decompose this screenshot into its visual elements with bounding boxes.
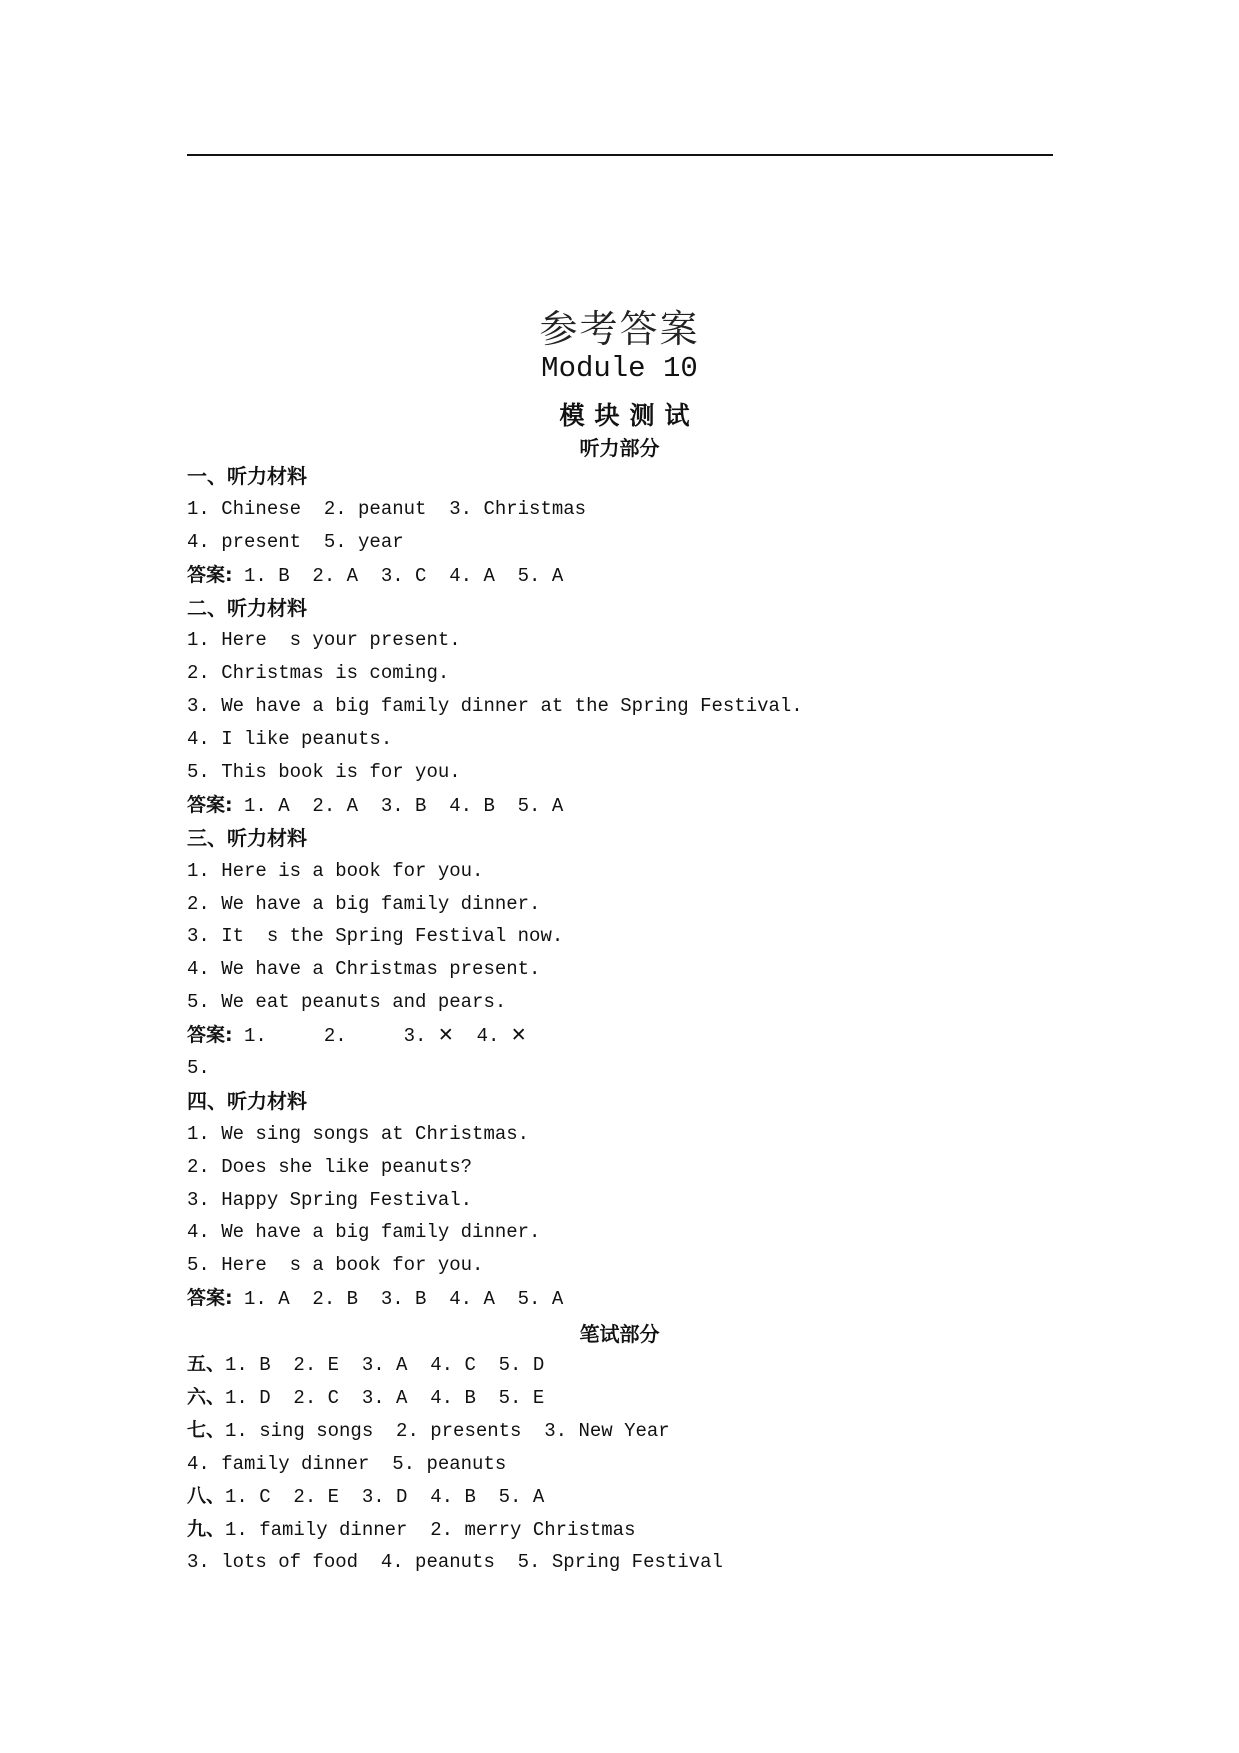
section-heading: 三、听力材料 (187, 825, 307, 850)
list-item: 5. This book is for you. (187, 761, 461, 784)
answer-label: 答案: (187, 793, 233, 816)
answer-line (187, 559, 1087, 592)
list-item: 2. Christmas is coming. (187, 662, 450, 685)
list-item: 2. We have a big family dinner. (187, 892, 541, 915)
written-answer-values: 1. C 2. E 3. D 4. B 5. A (225, 1485, 545, 1508)
written-answer-line (187, 1545, 1087, 1578)
written-answer-line (187, 1447, 1087, 1480)
answer-line (187, 1019, 1087, 1052)
module-title: Module 10 (541, 352, 698, 385)
list-item: 5. Here s a book for you. (187, 1254, 484, 1277)
section-heading: 四、听力材料 (187, 1088, 307, 1113)
list-item: 2. Does she like peanuts? (187, 1155, 473, 1178)
written-answer-line (187, 1513, 1087, 1546)
answer-label: 答案: (187, 1024, 233, 1047)
list-item: 1. Here s your present. (187, 629, 461, 652)
written-answer-values: 1. B 2. E 3. A 4. C 5. D (225, 1354, 545, 1377)
written-answer-line (187, 1348, 1087, 1381)
answer-label: 答案: (187, 563, 233, 586)
list-item: 3. It s the Spring Festival now. (187, 925, 564, 948)
list-item: 4. We have a big family dinner. (187, 1221, 541, 1244)
page-title: 参考答案 (539, 307, 700, 351)
listening-part-heading: 听力部分 (579, 436, 660, 460)
list-item: 3. Happy Spring Festival. (187, 1188, 473, 1211)
section-number: 八、 (187, 1484, 226, 1507)
answer-line-cont: 5. (187, 1057, 210, 1080)
written-answer-line (187, 1381, 1087, 1414)
section-heading: 二、听力材料 (187, 595, 307, 620)
answer-line (187, 1282, 1087, 1315)
list-item: 4. I like peanuts. (187, 728, 393, 751)
list-item: 3. We have a big family dinner at the Spring Festival. (187, 695, 803, 718)
written-answer-values: 3. lots of food 4. peanuts 5. Spring Festival (187, 1551, 723, 1574)
list-item: 4. present 5. year (187, 530, 404, 553)
section-number: 五、 (187, 1353, 226, 1376)
written-answer-line (187, 1414, 1087, 1447)
answer-label: 答案: (187, 1287, 233, 1310)
written-answer-values: 1. sing songs 2. presents 3. New Year (225, 1419, 670, 1442)
written-answer-values: 1. family dinner 2. merry Christmas (225, 1518, 636, 1541)
list-item: 5. We eat peanuts and pears. (187, 991, 507, 1014)
answer-values: 1. A 2. B 3. B 4. A 5. A (232, 1288, 564, 1311)
written-part-heading: 笔试部分 (579, 1322, 660, 1346)
header-rule (187, 154, 1053, 156)
test-subtitle: 模块测试 (559, 401, 700, 430)
answer-values: 1. 2. 3. ✕ 4. ✕ (232, 1025, 527, 1048)
written-answer-line (187, 1480, 1087, 1513)
section-number: 六、 (187, 1385, 226, 1408)
written-answer-values: 4. family dinner 5. peanuts (187, 1452, 507, 1475)
written-answer-values: 1. D 2. C 3. A 4. B 5. E (225, 1386, 545, 1409)
section-number: 七、 (187, 1418, 226, 1441)
list-item: 1. Here is a book for you. (187, 859, 484, 882)
section-heading: 一、听力材料 (187, 464, 307, 488)
answer-line (187, 789, 1087, 822)
list-item: 1. We sing songs at Christmas. (187, 1122, 530, 1145)
list-item: 4. We have a Christmas present. (187, 958, 541, 981)
answer-body (187, 460, 1087, 1578)
section-number: 九、 (187, 1517, 226, 1540)
answer-values: 1. A 2. A 3. B 4. B 5. A (232, 794, 564, 817)
answer-values: 1. B 2. A 3. C 4. A 5. A (232, 564, 564, 587)
list-item: 1. Chinese 2. peanut 3. Christmas (187, 497, 587, 520)
